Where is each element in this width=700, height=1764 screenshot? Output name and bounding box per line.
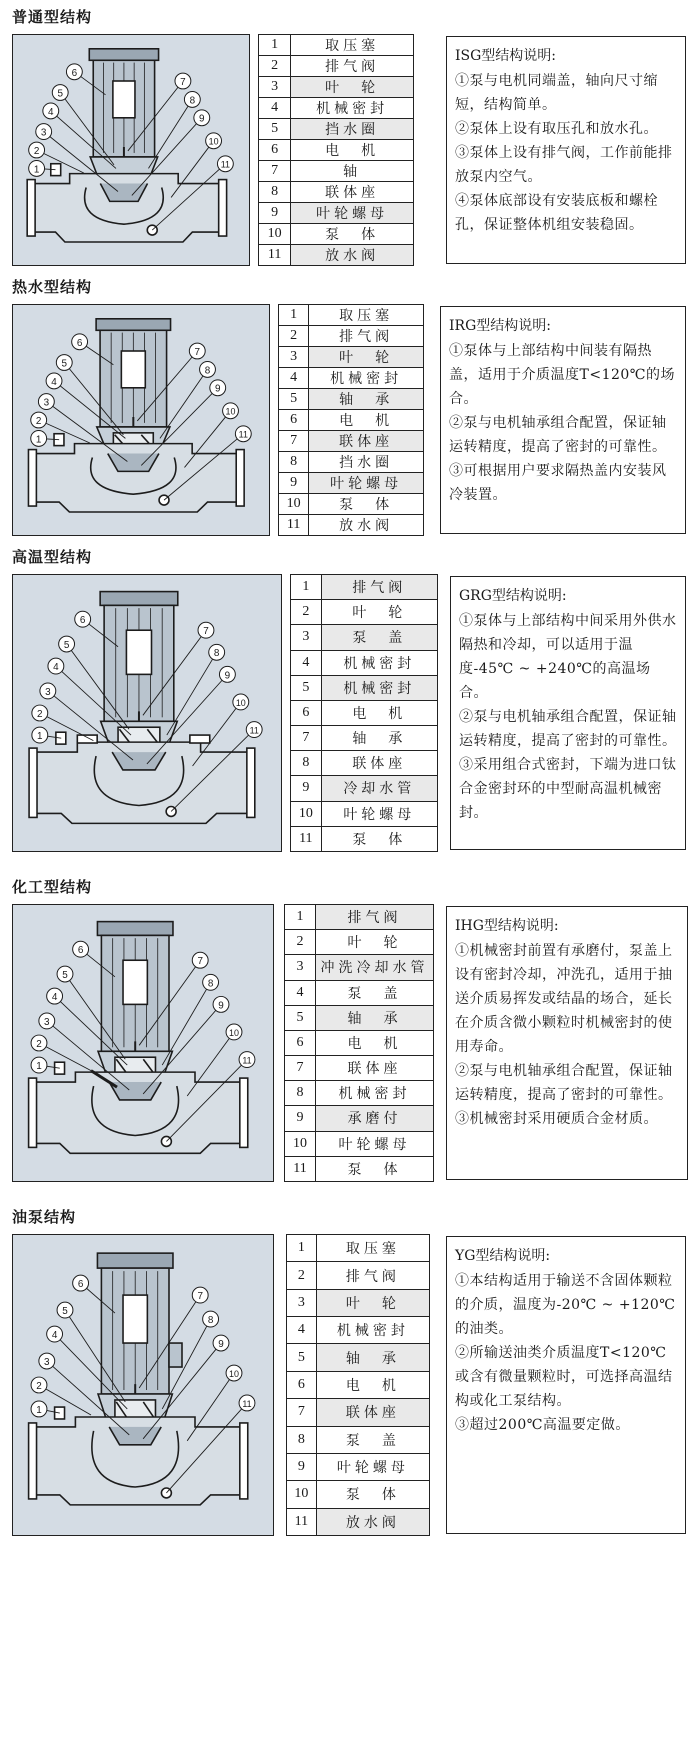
description-box — [446, 1236, 686, 1534]
inlet-flange — [27, 180, 35, 236]
parts-row — [279, 347, 424, 368]
part-number: 6 — [279, 410, 309, 431]
parts-row — [285, 930, 434, 955]
part-number: 2 — [259, 56, 291, 77]
part-name: 叶 轮 — [291, 77, 414, 98]
part-name: 轴 承 — [316, 1344, 429, 1371]
part-name: 机械密封 — [321, 675, 437, 700]
parts-row — [291, 751, 438, 776]
part-name: 挡水圈 — [309, 452, 424, 473]
callout-number: 4 — [51, 1330, 58, 1342]
part-name: 挡水圈 — [291, 119, 414, 140]
part-name: 放水阀 — [316, 1508, 429, 1535]
description-item: ①泵与电机同端盖，轴向尺寸缩短，结构简单。 — [455, 73, 658, 113]
part-name: 联体座 — [321, 751, 437, 776]
description-item: ②泵与电机轴承组合配置，保证轴运转精度，提高了密封的可靠性。 — [455, 1063, 673, 1103]
callout-number: 9 — [214, 383, 221, 395]
part-name: 电 机 — [316, 1371, 429, 1398]
callout-number: 8 — [207, 1315, 214, 1327]
part-name: 轴 承 — [309, 389, 424, 410]
callout-number: 4 — [51, 992, 58, 1004]
description-item: ②所输送油类介质温度T<120℃或含有微量颗粒时，可选择高温结构或化工泵结构。 — [455, 1345, 673, 1409]
parts-row — [291, 776, 438, 801]
part-name: 承磨付 — [316, 1106, 434, 1131]
description-item: ②泵体上设有取压孔和放水孔。 — [455, 121, 658, 137]
callout-number: 5 — [62, 970, 68, 981]
parts-row — [291, 675, 438, 700]
part-name: 叶 轮 — [316, 1289, 429, 1316]
parts-table — [284, 904, 434, 1182]
callout-number: 1 — [35, 434, 42, 446]
description-item: ③泵体上设有排气阀，工作前能排放泵内空气。 — [455, 145, 673, 185]
callout-number: 2 — [36, 1038, 42, 1050]
inlet-flange — [28, 450, 36, 506]
part-number: 10 — [279, 494, 309, 515]
part-name: 机械密封 — [316, 1317, 429, 1344]
parts-row — [291, 801, 438, 826]
parts-row — [287, 1289, 430, 1316]
part-name: 排气阀 — [321, 575, 437, 600]
parts-row — [259, 140, 414, 161]
callout-number: 10 — [208, 136, 219, 147]
pump-cross-section — [29, 592, 255, 824]
callout-number: 3 — [45, 686, 51, 698]
part-number: 8 — [285, 1081, 316, 1106]
callout-number: 2 — [36, 1380, 42, 1392]
part-number: 7 — [259, 161, 291, 182]
callout-number: 10 — [235, 697, 246, 708]
pump-drawing — [12, 904, 274, 1182]
parts-row — [291, 726, 438, 751]
part-number: 4 — [279, 368, 309, 389]
outlet-flange — [219, 180, 227, 236]
part-number: 3 — [259, 77, 291, 98]
description-title: GRG型结构说明: — [459, 588, 567, 604]
pump-cross-section — [28, 319, 244, 512]
inlet-flange — [29, 1423, 37, 1499]
callout-number: 5 — [62, 1306, 68, 1318]
parts-row — [285, 955, 434, 980]
part-number: 3 — [291, 625, 322, 650]
parts-row — [279, 326, 424, 347]
section-title: 热水型结构 — [12, 278, 93, 296]
callout-number: 11 — [220, 159, 231, 170]
part-number: 2 — [279, 326, 309, 347]
part-number: 5 — [287, 1344, 317, 1371]
description-title: IRG型结构说明: — [449, 318, 551, 334]
callout-number: 1 — [36, 1404, 42, 1416]
part-name: 冲洗冷却水管 — [316, 955, 434, 980]
callout-number: 6 — [77, 1279, 84, 1291]
part-name: 叶 轮 — [321, 600, 437, 625]
part-name: 泵 体 — [316, 1481, 429, 1508]
part-number: 11 — [259, 245, 291, 266]
parts-row — [287, 1344, 430, 1371]
callout-number: 10 — [225, 406, 236, 417]
part-number: 8 — [259, 182, 291, 203]
callout-number: 6 — [77, 945, 84, 957]
outlet-flange — [236, 450, 244, 506]
description-title: IHG型结构说明: — [455, 918, 559, 934]
callout-number: 4 — [53, 662, 59, 674]
part-name: 联体座 — [316, 1056, 434, 1081]
parts-row — [291, 650, 438, 675]
parts-row — [279, 305, 424, 326]
part-name: 轴 承 — [316, 1005, 434, 1030]
section-title: 化工型结构 — [12, 878, 93, 896]
parts-row — [291, 826, 438, 851]
parts-row — [259, 224, 414, 245]
callout-number: 9 — [224, 670, 231, 682]
part-name: 机械密封 — [321, 650, 437, 675]
part-name: 泵 体 — [321, 826, 437, 851]
parts-row — [287, 1481, 430, 1508]
parts-row — [259, 203, 414, 224]
callout-number: 6 — [76, 337, 83, 349]
part-number: 1 — [259, 35, 291, 56]
part-number: 6 — [259, 140, 291, 161]
pump-cross-section — [29, 1253, 248, 1505]
part-name: 取压塞 — [291, 35, 414, 56]
part-number: 2 — [291, 600, 322, 625]
parts-row — [285, 1005, 434, 1030]
pump-drawing — [12, 34, 250, 266]
part-number: 8 — [291, 751, 322, 776]
callout-number: 8 — [213, 648, 220, 660]
part-name: 联体座 — [291, 182, 414, 203]
part-name: 排气阀 — [291, 56, 414, 77]
callout-number: 2 — [33, 145, 40, 157]
description-box — [450, 576, 686, 850]
parts-table — [278, 304, 424, 536]
nameplate — [113, 81, 135, 118]
part-number: 9 — [287, 1453, 317, 1480]
part-name: 冷却水管 — [321, 776, 437, 801]
motor-cap — [96, 319, 170, 331]
section-title: 高温型结构 — [12, 548, 93, 566]
part-name: 排气阀 — [316, 1262, 429, 1289]
parts-row — [291, 625, 438, 650]
pump-drawing — [12, 1234, 274, 1536]
callout-number: 8 — [189, 95, 196, 107]
part-number: 5 — [259, 119, 291, 140]
parts-row — [279, 494, 424, 515]
callout-8 — [160, 361, 216, 438]
outlet-flange — [247, 748, 255, 817]
cooling-pipe-right — [190, 735, 210, 743]
section-title: 普通型结构 — [12, 8, 93, 26]
parts-row — [279, 389, 424, 410]
part-number: 1 — [279, 305, 309, 326]
callout-number: 4 — [51, 376, 57, 388]
part-number: 11 — [287, 1508, 317, 1535]
description-item: ①泵体与上部结构中间装有隔热盖，适用于介质温度T<120℃的场合。 — [449, 343, 675, 407]
callout-number: 7 — [194, 346, 201, 358]
description-box — [446, 36, 686, 264]
part-name: 泵 盖 — [316, 1426, 429, 1453]
description-item: ③机械密封采用硬质合金材质。 — [455, 1111, 658, 1127]
parts-table — [258, 34, 414, 266]
parts-row — [285, 1030, 434, 1055]
parts-row — [259, 161, 414, 182]
callout-8 — [162, 974, 218, 1065]
parts-table — [290, 574, 438, 852]
callout-number: 10 — [229, 1368, 239, 1379]
callout-number: 4 — [48, 106, 54, 118]
part-number: 5 — [291, 675, 322, 700]
parts-row — [279, 515, 424, 536]
part-number: 7 — [279, 431, 309, 452]
callout-number: 10 — [229, 1027, 239, 1038]
parts-row — [259, 35, 414, 56]
part-name: 取压塞 — [316, 1235, 429, 1262]
callout-number: 11 — [249, 725, 259, 736]
callout-number: 3 — [40, 127, 47, 139]
parts-table — [286, 1234, 430, 1536]
part-number: 9 — [291, 776, 322, 801]
parts-row — [259, 56, 414, 77]
part-number: 4 — [285, 980, 316, 1005]
description-item: ④泵体底部设有安装底板和螺栓孔，保证整体机组安装稳固。 — [455, 193, 658, 233]
parts-row — [285, 905, 434, 930]
callout-number: 6 — [71, 67, 78, 79]
parts-row — [279, 410, 424, 431]
part-number: 4 — [287, 1317, 317, 1344]
parts-row — [287, 1371, 430, 1398]
callout-number: 3 — [43, 397, 50, 409]
part-name: 泵 体 — [291, 224, 414, 245]
part-number: 7 — [285, 1056, 316, 1081]
callout-number: 5 — [57, 88, 63, 100]
parts-row — [285, 980, 434, 1005]
part-number: 11 — [291, 826, 322, 851]
part-number: 10 — [285, 1131, 316, 1156]
part-name: 轴 承 — [321, 726, 437, 751]
parts-row — [259, 98, 414, 119]
description-item: ②泵与电机轴承组合配置，保证轴运转精度，提高了密封的可靠性。 — [459, 709, 677, 749]
parts-row — [285, 1056, 434, 1081]
parts-row — [287, 1235, 430, 1262]
part-name: 机械密封 — [291, 98, 414, 119]
callout-number: 6 — [79, 615, 86, 627]
callout-number: 3 — [44, 1356, 50, 1368]
pump-drawing — [12, 574, 282, 852]
description-item: ③采用组合式密封，下端为进口钛合金密封环的中型耐高温机械密封。 — [459, 757, 677, 821]
description-box — [446, 906, 688, 1180]
part-name: 叶轮螺母 — [316, 1453, 429, 1480]
callout-number: 7 — [203, 626, 209, 638]
parts-row — [287, 1399, 430, 1426]
callout-number: 2 — [35, 415, 42, 427]
callout-number: 1 — [37, 731, 43, 743]
callout-number: 11 — [242, 1055, 252, 1066]
callout-number: 3 — [44, 1016, 50, 1028]
part-number: 5 — [279, 389, 309, 410]
part-number: 8 — [287, 1426, 317, 1453]
pump-cross-section — [29, 922, 248, 1154]
parts-row — [259, 77, 414, 98]
pump-cross-section — [27, 49, 226, 242]
motor-cap — [97, 1253, 173, 1268]
part-name: 排气阀 — [316, 905, 434, 930]
description-item: ②泵与电机轴承组合配置，保证轴运转精度，提高了密封的可靠性。 — [449, 415, 667, 455]
part-number: 9 — [285, 1106, 316, 1131]
description-title: ISG型结构说明: — [455, 48, 557, 64]
parts-row — [279, 368, 424, 389]
part-name: 联体座 — [316, 1399, 429, 1426]
parts-row — [259, 119, 414, 140]
part-number: 8 — [279, 452, 309, 473]
nameplate — [123, 1295, 147, 1343]
nameplate — [121, 351, 145, 388]
part-name: 电 机 — [321, 700, 437, 725]
parts-row — [285, 1106, 434, 1131]
motor-cap — [100, 592, 178, 606]
part-number: 6 — [285, 1030, 316, 1055]
part-name: 电 机 — [316, 1030, 434, 1055]
description-item: ①本结构适用于输送不含固体颗粒的介质，温度为-20℃ ~ +120℃的油类。 — [455, 1273, 676, 1337]
part-number: 1 — [291, 575, 322, 600]
callout-number: 8 — [207, 978, 214, 990]
description-item: ③超过200℃高温要定做。 — [455, 1417, 630, 1433]
callout-number: 2 — [37, 708, 43, 720]
part-name: 机械密封 — [309, 368, 424, 389]
part-number: 1 — [287, 1235, 317, 1262]
parts-row — [287, 1508, 430, 1535]
part-name: 叶轮螺母 — [309, 473, 424, 494]
part-name: 电 机 — [291, 140, 414, 161]
part-name: 放水阀 — [309, 515, 424, 536]
outlet-flange — [240, 1423, 248, 1499]
part-name: 叶轮螺母 — [316, 1131, 434, 1156]
motor-cap — [97, 922, 173, 936]
part-number: 11 — [279, 515, 309, 536]
part-name: 叶轮螺母 — [291, 203, 414, 224]
cooling-pipe-left — [77, 735, 97, 743]
parts-row — [259, 182, 414, 203]
part-name: 联体座 — [309, 431, 424, 452]
callout-8 — [167, 644, 225, 735]
part-number: 10 — [259, 224, 291, 245]
description-title: YG型结构说明: — [455, 1248, 551, 1264]
description-item: ①泵体与上部结构中间采用外供水隔热和冷却，可以适用于温度-45℃ ~ +240℃的高温场合。 — [459, 613, 677, 701]
callout-number: 7 — [180, 76, 186, 88]
part-name: 叶轮螺母 — [321, 801, 437, 826]
outlet-flange — [240, 1078, 248, 1147]
description-box — [440, 306, 686, 534]
callout-number: 11 — [238, 429, 248, 440]
part-number: 9 — [279, 473, 309, 494]
nameplate — [126, 630, 151, 674]
callout-number: 5 — [61, 358, 68, 370]
callout-number: 9 — [199, 113, 205, 125]
part-name: 轴 — [291, 161, 414, 182]
part-number: 6 — [287, 1371, 317, 1398]
callout-number: 1 — [36, 1061, 42, 1073]
nameplate — [123, 960, 147, 1004]
callout-number: 9 — [218, 1339, 224, 1351]
part-number: 3 — [285, 955, 316, 980]
part-number: 3 — [279, 347, 309, 368]
part-number: 4 — [291, 650, 322, 675]
callout-number: 8 — [204, 365, 211, 377]
callout-number: 11 — [242, 1398, 252, 1409]
part-name: 泵 盖 — [321, 625, 437, 650]
parts-row — [291, 700, 438, 725]
parts-row — [291, 600, 438, 625]
part-number: 7 — [287, 1399, 317, 1426]
part-number: 2 — [287, 1262, 317, 1289]
parts-row — [287, 1262, 430, 1289]
terminal-box — [169, 1343, 182, 1367]
parts-row — [279, 431, 424, 452]
part-number: 10 — [291, 801, 322, 826]
part-name: 叶 轮 — [316, 930, 434, 955]
section-title: 油泵结构 — [12, 1208, 77, 1226]
part-name: 取压塞 — [309, 305, 424, 326]
callout-number: 7 — [197, 956, 203, 968]
part-name: 泵 盖 — [316, 980, 434, 1005]
parts-row — [285, 1156, 434, 1181]
part-number: 10 — [287, 1481, 317, 1508]
inlet-flange — [29, 748, 37, 817]
part-name: 叶 轮 — [309, 347, 424, 368]
parts-row — [287, 1453, 430, 1480]
part-number: 2 — [285, 930, 316, 955]
parts-row — [285, 1131, 434, 1156]
part-number: 7 — [291, 726, 322, 751]
part-name: 机械密封 — [316, 1081, 434, 1106]
part-name: 放水阀 — [291, 245, 414, 266]
part-number: 4 — [259, 98, 291, 119]
part-number: 9 — [259, 203, 291, 224]
parts-row — [291, 575, 438, 600]
part-number: 11 — [285, 1156, 316, 1181]
part-number: 3 — [287, 1289, 317, 1316]
parts-row — [279, 452, 424, 473]
parts-row — [287, 1317, 430, 1344]
description-item: ③可根据用户要求隔热盖内安装风冷装置。 — [449, 463, 667, 503]
callout-number: 5 — [63, 639, 70, 651]
part-name: 泵 体 — [316, 1156, 434, 1181]
motor-cap — [89, 49, 158, 61]
parts-row — [287, 1426, 430, 1453]
part-number: 5 — [285, 1005, 316, 1030]
parts-row — [285, 1081, 434, 1106]
part-name: 电 机 — [309, 410, 424, 431]
part-number: 6 — [291, 700, 322, 725]
callout-number: 7 — [197, 1291, 203, 1303]
part-number: 1 — [285, 905, 316, 930]
pump-drawing — [12, 304, 270, 536]
inlet-flange — [29, 1078, 37, 1147]
callout-8 — [148, 91, 200, 168]
part-name: 排气阀 — [309, 326, 424, 347]
callout-number: 1 — [33, 164, 40, 176]
part-name: 泵 体 — [309, 494, 424, 515]
parts-row — [259, 245, 414, 266]
parts-row — [279, 473, 424, 494]
callout-number: 9 — [218, 1000, 224, 1012]
description-item: ①机械密封前置有承磨付，泵盖上设有密封冷却，冲洗孔，适用于抽送介质易挥发或结晶的场合，延长在介质含微小颗粒时机械密封的使用寿命。 — [455, 943, 673, 1055]
